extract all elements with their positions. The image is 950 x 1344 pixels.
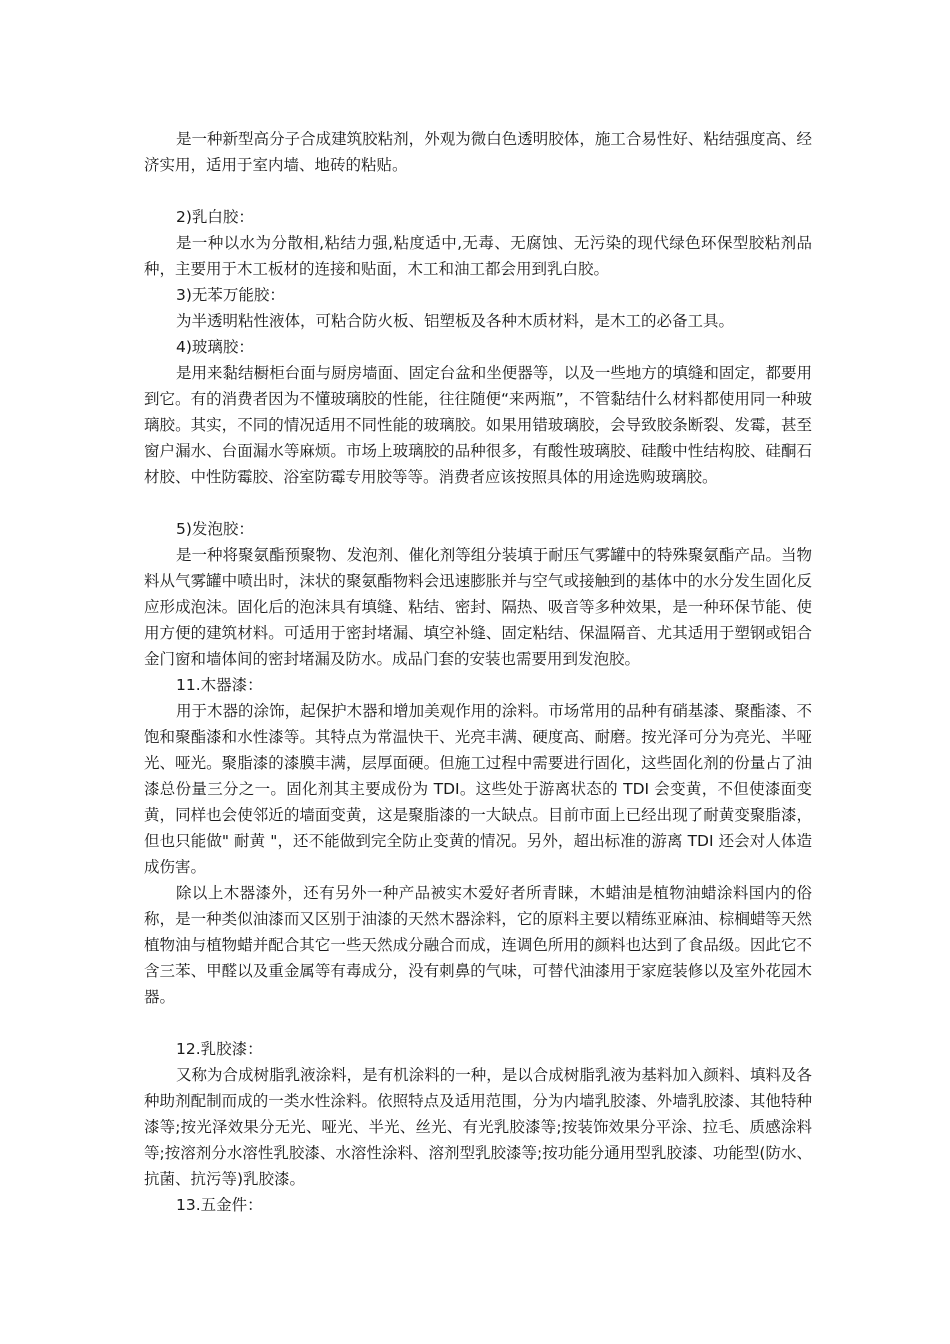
document-body — [144, 126, 812, 1218]
paragraph: 为半透明粘性液体，可粘合防火板、铝塑板及各种木质材料，是木工的必备工具。 — [176, 312, 735, 330]
paragraph: 是用来黏结橱柜台面与厨房墙面、固定台盆和坐便器等，以及一些地方的填缝和固定，都要用到它。有的消费者因为不懂玻璃胶的性能，往往随便“来两瓶”，不管黏结什么材料都使用同一种玻璃胶。其实，不同的情况适用不同性能的玻璃胶。如果用错玻璃胶，会导致胶条断裂、发霉，甚至窗户漏水、台面漏水等麻烦。市场上玻璃胶的品种很多，有酸性玻璃胶、硅酸中性结构胶、硅酮石材胶、中性防霉胶、浴室防霉专用胶等等。消费者应该按照具体的用途选购玻璃胶。 — [144, 364, 812, 486]
paragraph-gap — [144, 490, 812, 516]
paragraph: 是一种新型高分子合成建筑胶粘剂，外观为微白色透明胶体，施工合易性好、粘结强度高、经济实用，适用于室内墙、地砖的粘贴。 — [144, 130, 812, 174]
heading-foam-glue: 5)发泡胶： — [176, 520, 254, 538]
heading-benzene-free-glue: 3)无苯万能胶： — [176, 286, 285, 304]
paragraph-gap — [144, 178, 812, 204]
paragraph: 是一种以水为分散相,粘结力强,粘度适中,无毒、无腐蚀、无污染的现代绿色环保型胶粘剂品种，主要用于木工板材的连接和贴面，木工和油工都会用到乳白胶。 — [144, 234, 812, 278]
paragraph: 是一种将聚氨酯预聚物、发泡剂、催化剂等组分装填于耐压气雾罐中的特殊聚氨酯产品。当物料从气雾罐中喷出时，沫状的聚氨酯物料会迅速膨胀并与空气或接触到的基体中的水分发生固化反应形成泡沫。固化后的泡沫具有填缝、粘结、密封、隔热、吸音等多种效果，是一种环保节能、使用方便的建筑材料。可适用于密封堵漏、填空补缝、固定粘结、保温隔音、尤其适用于塑钢或铝合金门窗和墙体间的密封堵漏及防水。成品门套的安装也需要用到发泡胶。 — [144, 546, 812, 668]
heading-glass-glue: 4)玻璃胶： — [176, 338, 254, 356]
paragraph-gap — [144, 1010, 812, 1036]
heading-latex-paint: 12.乳胶漆： — [176, 1040, 263, 1058]
heading-wood-paint: 11.木器漆： — [176, 676, 263, 694]
heading-hardware: 13.五金件： — [176, 1196, 263, 1214]
paragraph: 用于木器的涂饰，起保护木器和增加美观作用的涂料。市场常用的品种有硝基漆、聚酯漆、不饱和聚酯漆和水性漆等。其特点为常温快干、光亮丰满、硬度高、耐磨。按光泽可分为亮光、半哑光、哑光。聚脂漆的漆膜丰满，层厚面硬。但施工过程中需要进行固化，这些固化剂的份量占了油漆总份量三分之一。固化剂其主要成份为 TDI。这些处于游离状态的 TDI 会变黄，不但使漆面变黄，同样也会使邻近的墙面变黄，这是聚脂漆的一大缺点。目前市面上已经出现了耐黄变聚脂漆，但也只能做" 耐黄 "，还不能做到完全防止变黄的情况。另外，超出标准的游离 TDI 还会对人体造成伤害。 — [144, 702, 812, 876]
paragraph: 除以上木器漆外，还有另外一种产品被实木爱好者所青睐，木蜡油是植物油蜡涂料国内的俗称，是一种类似油漆而又区别于油漆的天然木器涂料，它的原料主要以精练亚麻油、棕榈蜡等天然植物油与植物蜡并配合其它一些天然成分融合而成，连调色所用的颜料也达到了食品级。因此它不含三苯、甲醛以及重金属等有毒成分，没有刺鼻的气味，可替代油漆用于家庭装修以及室外花园木器。 — [144, 884, 812, 1006]
paragraph: 又称为合成树脂乳液涂料，是有机涂料的一种，是以合成树脂乳液为基料加入颜料、填料及各种助剂配制而成的一类水性涂料。依照特点及适用范围，分为内墙乳胶漆、外墙乳胶漆、其他特种漆等;按光泽效果分无光、哑光、半光、丝光、有光乳胶漆等;按装饰效果分平涂、拉毛、质感涂料等;按溶剂分水溶性乳胶漆、水溶性涂料、溶剂型乳胶漆等;按功能分通用型乳胶漆、功能型(防水、抗菌、抗污等)乳胶漆。 — [144, 1066, 812, 1188]
heading-latex-glue: 2)乳白胶： — [176, 208, 254, 226]
